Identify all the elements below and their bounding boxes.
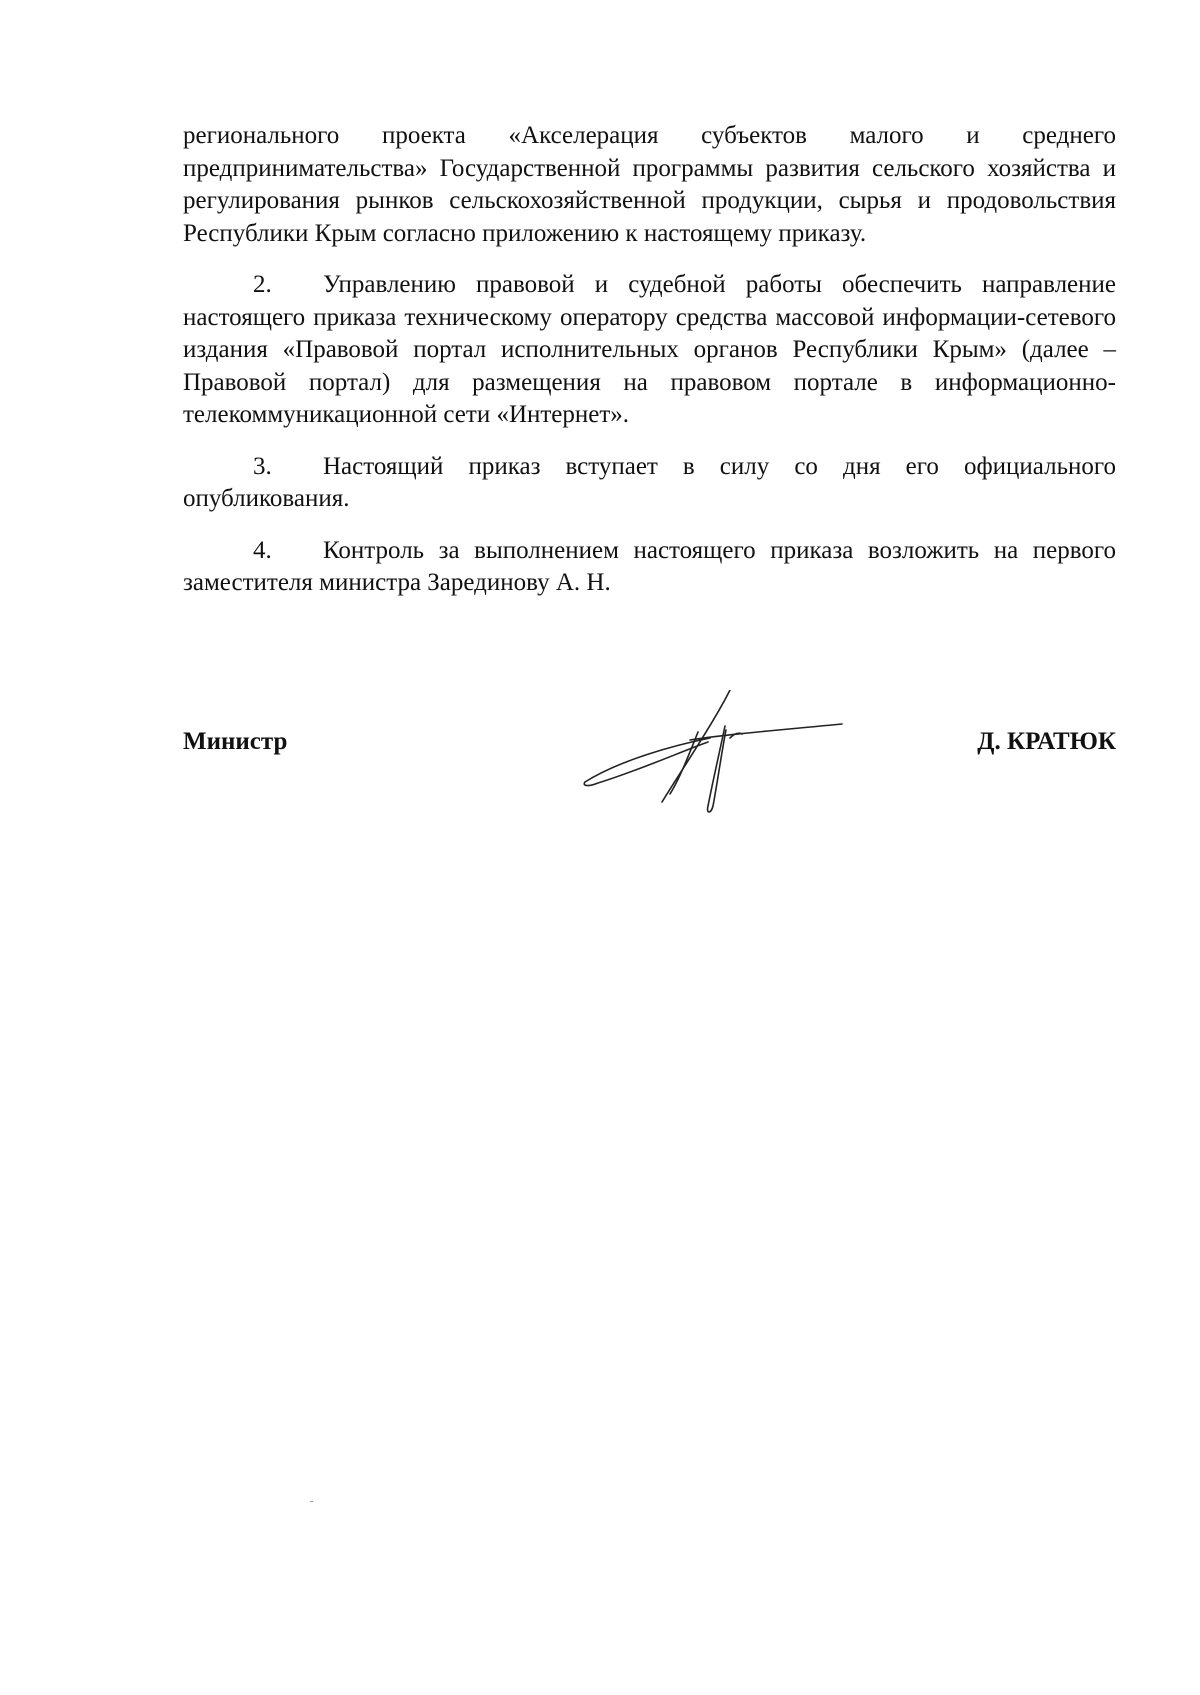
paragraph-4	[183, 535, 1116, 600]
paragraph-1	[183, 120, 1116, 250]
document-body	[183, 120, 1116, 600]
handwritten-signature	[580, 690, 850, 820]
paragraph-4-text: Контроль за выполнением настоящего приказа возложить на первого заместителя министра Зарединову А. Н.	[183, 536, 1116, 596]
paragraph-2-number: 2.	[253, 271, 272, 298]
signatory-name: Д. КРАТЮК	[977, 728, 1116, 755]
paragraph-3	[183, 451, 1116, 516]
paragraph-3-text: Настоящий приказ вступает в силу со дня его официального опубликования.	[183, 452, 1116, 512]
paragraph-2	[183, 269, 1116, 432]
paragraph-4-number: 4.	[253, 536, 272, 564]
paragraph-2-text: Управлению правовой и судебной работы обеспечить направление настоящего приказа техническому оператору средства массовой информации-сетевого издания «Правовой портал исполнительных органов Республики Крым» (далее – Правовой портал) для размещения на правовом портале в информационно-телекоммуникационной сети «Интернет».	[183, 271, 1116, 428]
paragraph-3-number: 3.	[253, 452, 272, 480]
signatory-title: Министр	[183, 728, 288, 755]
scan-artifact	[310, 1501, 313, 1502]
paragraph-1-text: регионального проекта «Акселерация субъектов малого и среднего предпринимательства» Государственной программы развития сельского хозяйства и регулирования рынков сельскохозяйственной продукции, сырья и продовольствия Республики Крым согласно приложению к настоящему приказу.	[183, 122, 1116, 247]
